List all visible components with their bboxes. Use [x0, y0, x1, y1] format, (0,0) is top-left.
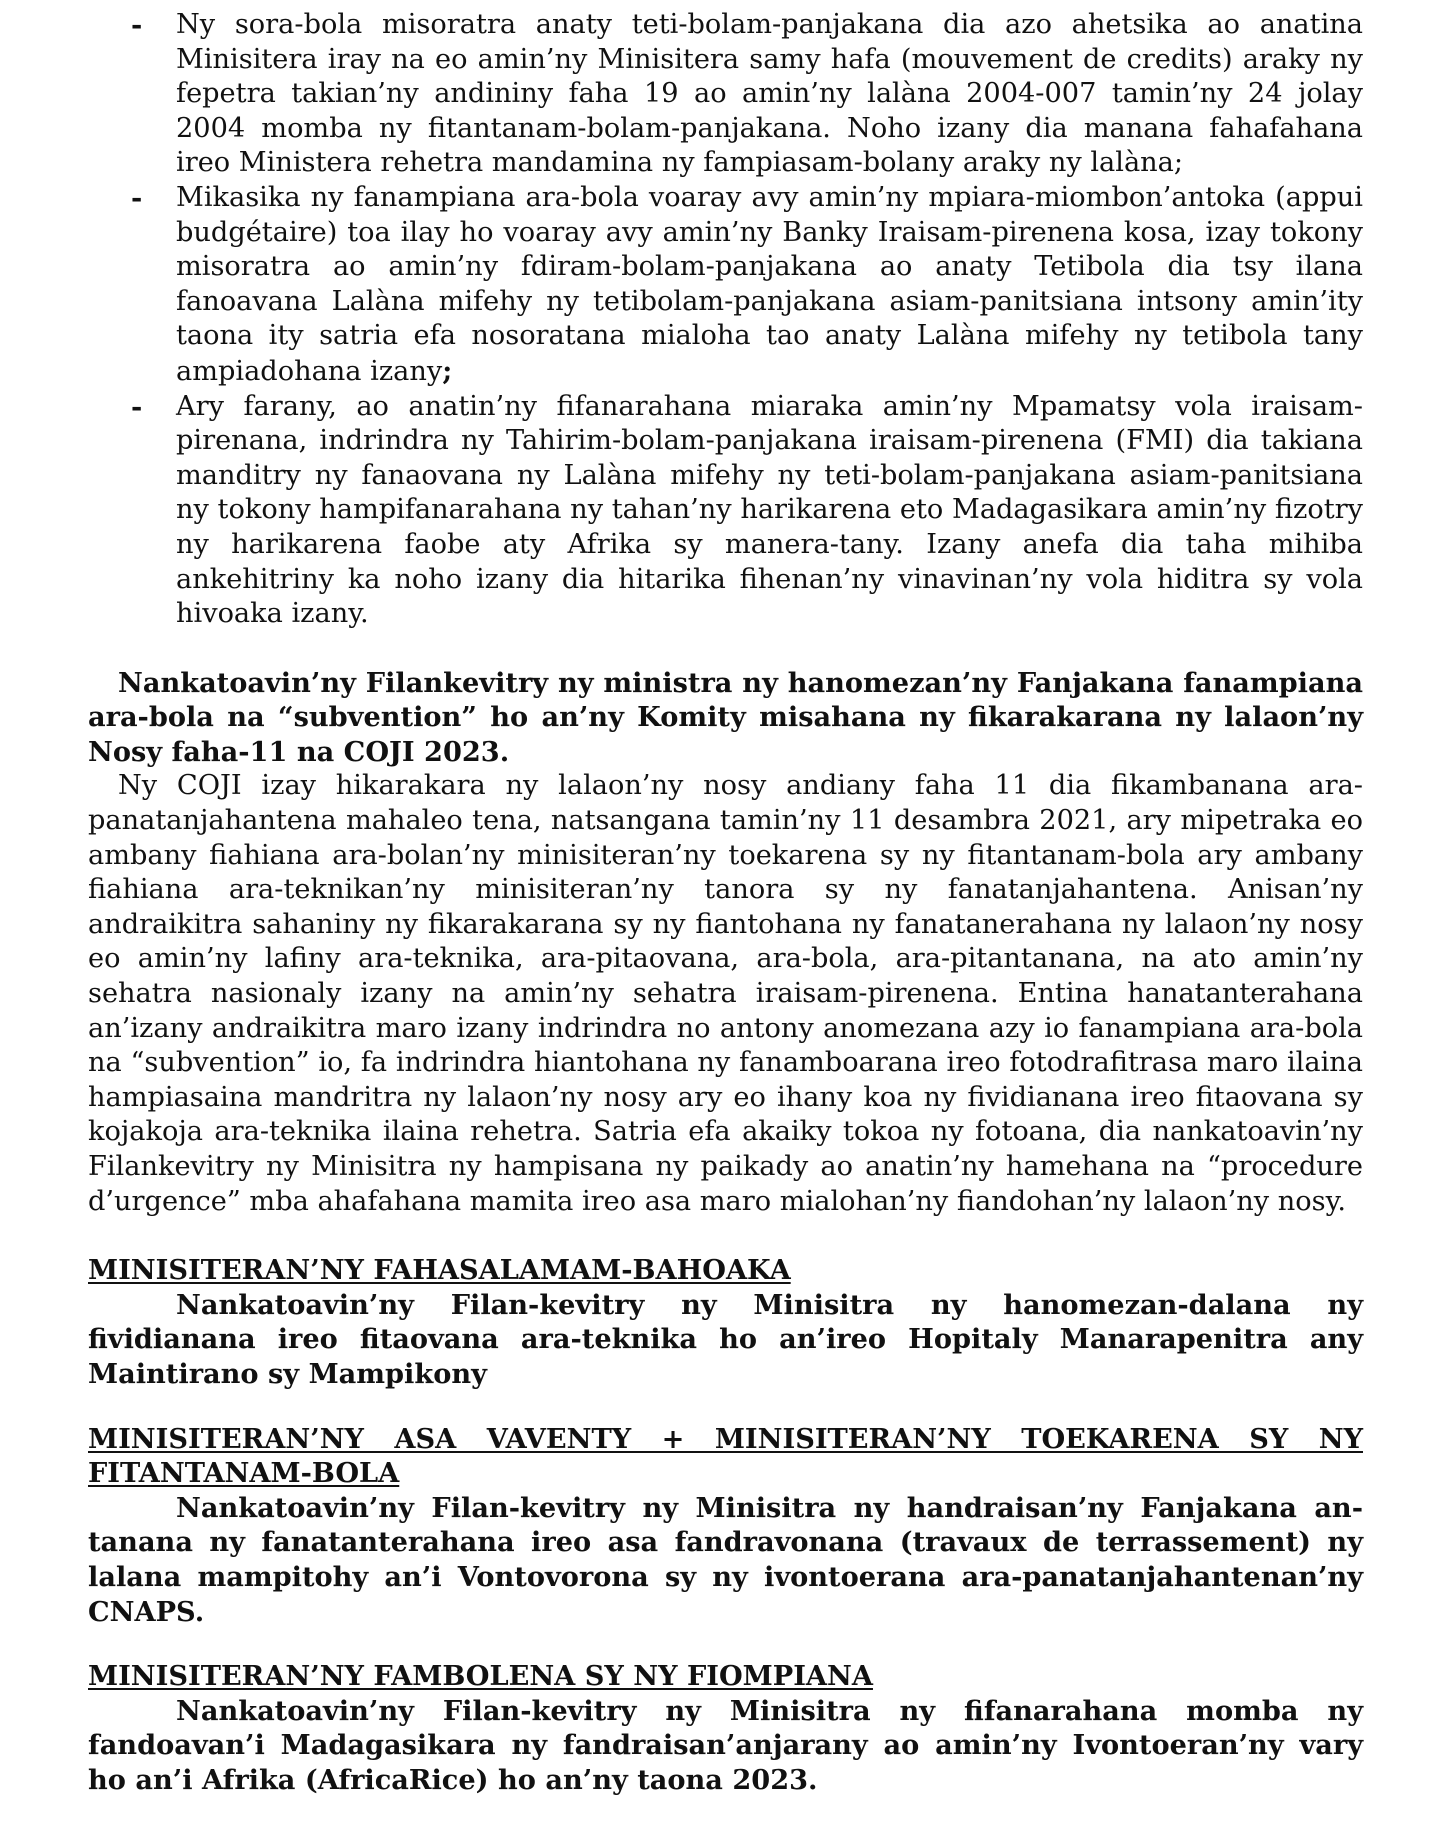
bullet-list [88, 8, 1363, 632]
bullet-dash: - [131, 9, 143, 41]
bullet-dash: - [131, 390, 143, 423]
list-item-text: Mikasika ny fanampiana ara-bola voaray avy amin’ny mpiara-miombon’antoka (appui budgétaire) toa ilay ho voaray avy amin’ny Banky Iraisam-pirenena kosa, izay tokony misoratra ao amin’ny fdiram-bolam-panjakana ao anaty Tetibola dia tsy ilana fanoavana Lalàna mifehy ny tetibolam-panjakana asiam-panitsiana intsony amin’ity taona ity satria efa nosoratana mialoha tao anaty Lalàna mifehy ny tetibola tany ampiadohana izany [176, 181, 1363, 387]
decision-title-agriculture: Nankatoavin’ny Filan-kevitry ny Minisitra ny fifanarahana momba ny fandoavan’i Madagasikara ny fandraisan’anjarany ao amin’ny Ivontoeran’ny vary ho an’i Afrika (AfricaRice) ho an’ny taona 2023. [88, 1694, 1363, 1796]
decision-title-coji: Nankatoavin’ny Filankevitry ny ministra ny hanomezan’ny Fanjakana fanampiana ara-bola na “subvention” ho an’ny Komity misahana ny fikarakarana ny lalaon’ny Nosy faha-11 na COJI 2023. [88, 666, 1363, 768]
ministry-heading-health: MINISITERAN’NY FAHASALAMAM-BAHOAKA [88, 1254, 791, 1287]
bullet-dash: - [131, 181, 143, 214]
decision-title-health: Nankatoavin’ny Filan-kevitry ny Minisitra ny hanomezan-dalana ny fividianana ireo fitaovana ara-teknika ho an’ireo Hopitaly Manarapenitra any Maintirano sy Mampikony [88, 1288, 1363, 1390]
decision-body-coji: Ny COJI izay hikarakara ny lalaon’ny nosy andiany faha 11 dia fikambanana ara-panatanjahantena mahaleo tena, natsangana tamin’ny 11 desambra 2021, ary mipetraka eo ambany fiahiana ara-bolan’ny minisiteran’ny toekarena sy ny fitantanam-bola ary ambany fiahiana ara-teknikan’ny minisiteran’ny tanora sy ny fanatanjahantena. Anisan’ny andraikitra sahaniny ny fikarakarana sy ny fiantohana ny fanatanerahana ny lalaon’ny nosy eo amin’ny lafiny ara-teknika, ara-pitaovana, ara-bola, ara-pitantanana, na ato amin’ny sehatra nasionaly izany na amin’ny sehatra iraisam-pirenena. Entina hanatanterahana an’izany andraikitra maro izany indrindra no antony anomezana azy io fanampiana ara-bola na “subvention” io, fa indrindra hiantohana ny fanamboarana ireo fotodrafitrasa maro ilaina hampiasaina mandritra ny lalaon’ny nosy ary eo ihany koa ny fividianana ireo fitaovana sy kojakoja ara-teknika ilaina rehetra. Satria efa akaiky tokoa ny fotoana, dia nankatoavin’ny Filankevitry ny Minisitra ny hampisana ny paikady ao anatin’ny hamehana na “procedure d’urgence” mba ahafahana mamita ireo asa maro mialohan’ny fiandohan’ny lalaon’ny nosy. [88, 770, 1363, 1217]
list-item-tail: ; [442, 354, 453, 387]
ministry-heading-public-works: MINISITERAN’NY ASA VAVENTY + MINISITERAN’NY TOEKARENA SY NY FITANTANAM-BOLA [88, 1422, 1363, 1490]
list-item-text: Ary farany, ao anatin’ny fifanarahana miaraka amin’ny Mpamatsy vola iraisam-pirenana, indrindra ny Tahirim-bolam-panjakana iraisam-pirenena (FMI) dia takiana manditry ny fanaovana ny Lalàna mifehy ny teti-bolam-panjakana asiam-panitsiana ny tokony hampifanarahana ny tahan’ny harikarena eto Madagasikara amin’ny fizotry ny harikarena faobe aty Afrika sy manera-tany. Izany anefa dia taha mihiba ankehitriny ka noho izany dia hitarika fihenan’ny vinavinan’ny vola hiditra sy vola hivoaka izany. [176, 390, 1363, 630]
decision-title-public-works: Nankatoavin’ny Filan-kevitry ny Minisitra ny handraisan’ny Fanjakana an-tanana ny fanatanterahana ireo asa fandravonana (travaux de terrassement) ny lalana mampitohy an’i Vontovorona sy ny ivontoerana ara-panatanjahantenan’ny CNAPS. [88, 1491, 1363, 1628]
list-item-text: Ny sora-bola misoratra anaty teti-bolam-panjakana dia azo ahetsika ao anatina Minisitera iray na eo amin’ny Minisitera samy hafa (mouvement de credits) araky ny fepetra takian’ny andininy faha 19 ao amin’ny lalàna 2004-007 tamin’ny 24 jolay 2004 momba ny fitantanam-bolam-panjakana. Noho izany dia manana fahafahana ireo Ministera rehetra mandamina ny fampiasam-bolany araky ny lalàna; [176, 9, 1363, 179]
list-item [88, 390, 1363, 632]
ministry-heading-agriculture: MINISITERAN’NY FAMBOLENA SY NY FIOMPIANA [88, 1660, 873, 1693]
list-item [88, 8, 1363, 181]
list-item [88, 181, 1363, 390]
